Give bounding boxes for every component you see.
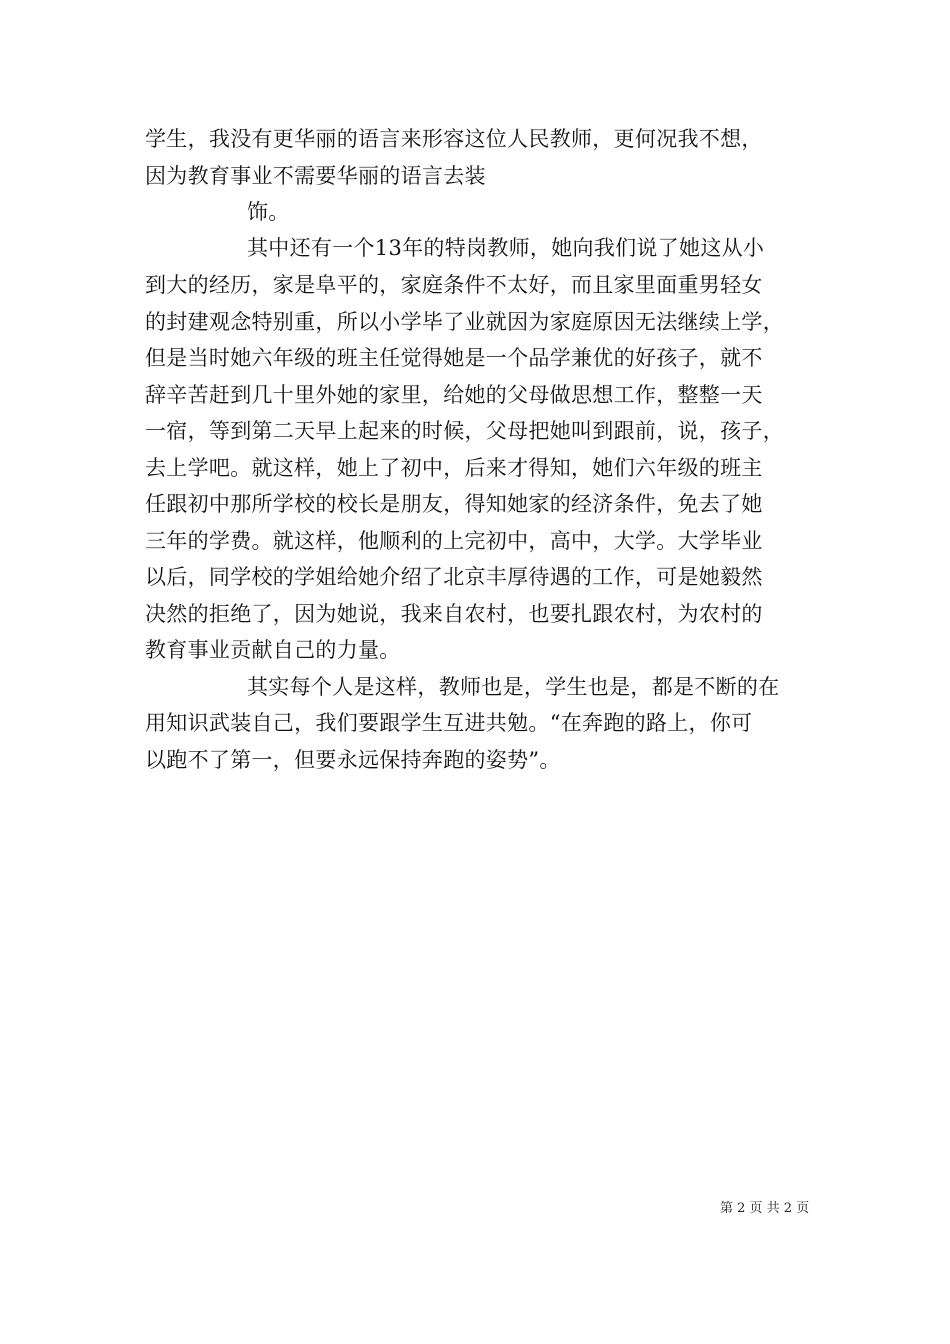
paragraph-line: 学生，我没有更华丽的语言来形容这位人民教师，更何况我不想， [145,127,763,151]
paragraph-line: 决然的拒绝了，因为她说，我来自农村，也要扎跟农村，为农村的 [145,602,763,626]
paragraph-line: 三年的学费。就这样，他顺利的上完初中，高中，大学。大学毕业 [145,529,763,553]
paragraph-line: 教育事业贡献自己的力量。 [145,638,401,662]
page-number: 第 2 页 共 2 页 [720,1201,810,1216]
paragraph-line: 的封建观念特别重，所以小学毕了业就因为家庭原因无法继续上学， [145,310,784,334]
paragraph-line: 但是当时她六年级的班主任觉得她是一个品学兼优的好孩子，就不 [145,346,763,370]
paragraph-line: 去上学吧。就这样，她上了初中，后来才得知，她们六年级的班主 [145,456,763,480]
paragraph-line: 以跑不了第一，但要永远保持奔跑的姿势”。 [145,748,561,772]
paragraph-line: 因为教育事业不需要华丽的语言去装 [145,164,486,188]
paragraph-line: 其实每个人是这样，教师也是，学生也是，都是不断的在 [247,675,780,699]
paragraph-line: 以后，同学校的学姐给她介绍了北京丰厚待遇的工作，可是她毅然 [145,565,763,589]
paragraph-line: 辞辛苦赶到几十里外她的家里，给她的父母做思想工作，整整一天 [145,383,763,407]
paragraph-line: 到大的经历，家是阜平的，家庭条件不太好，而且家里面重男轻女 [145,273,763,297]
paragraph-line: 饰。 [247,200,290,224]
paragraph-line: 一宿，等到第二天早上起来的时候，父母把她叫到跟前，说，孩子， [145,419,784,443]
paragraph-line: 用知识武装自己，我们要跟学生互进共勉。“在奔跑的路上，你可 [145,711,753,735]
paragraph-line: 任跟初中那所学校的校长是朋友，得知她家的经济条件，免去了她 [145,492,763,516]
paragraph-line: 其中还有一个13年的特岗教师，她向我们说了她这从小 [247,236,765,260]
